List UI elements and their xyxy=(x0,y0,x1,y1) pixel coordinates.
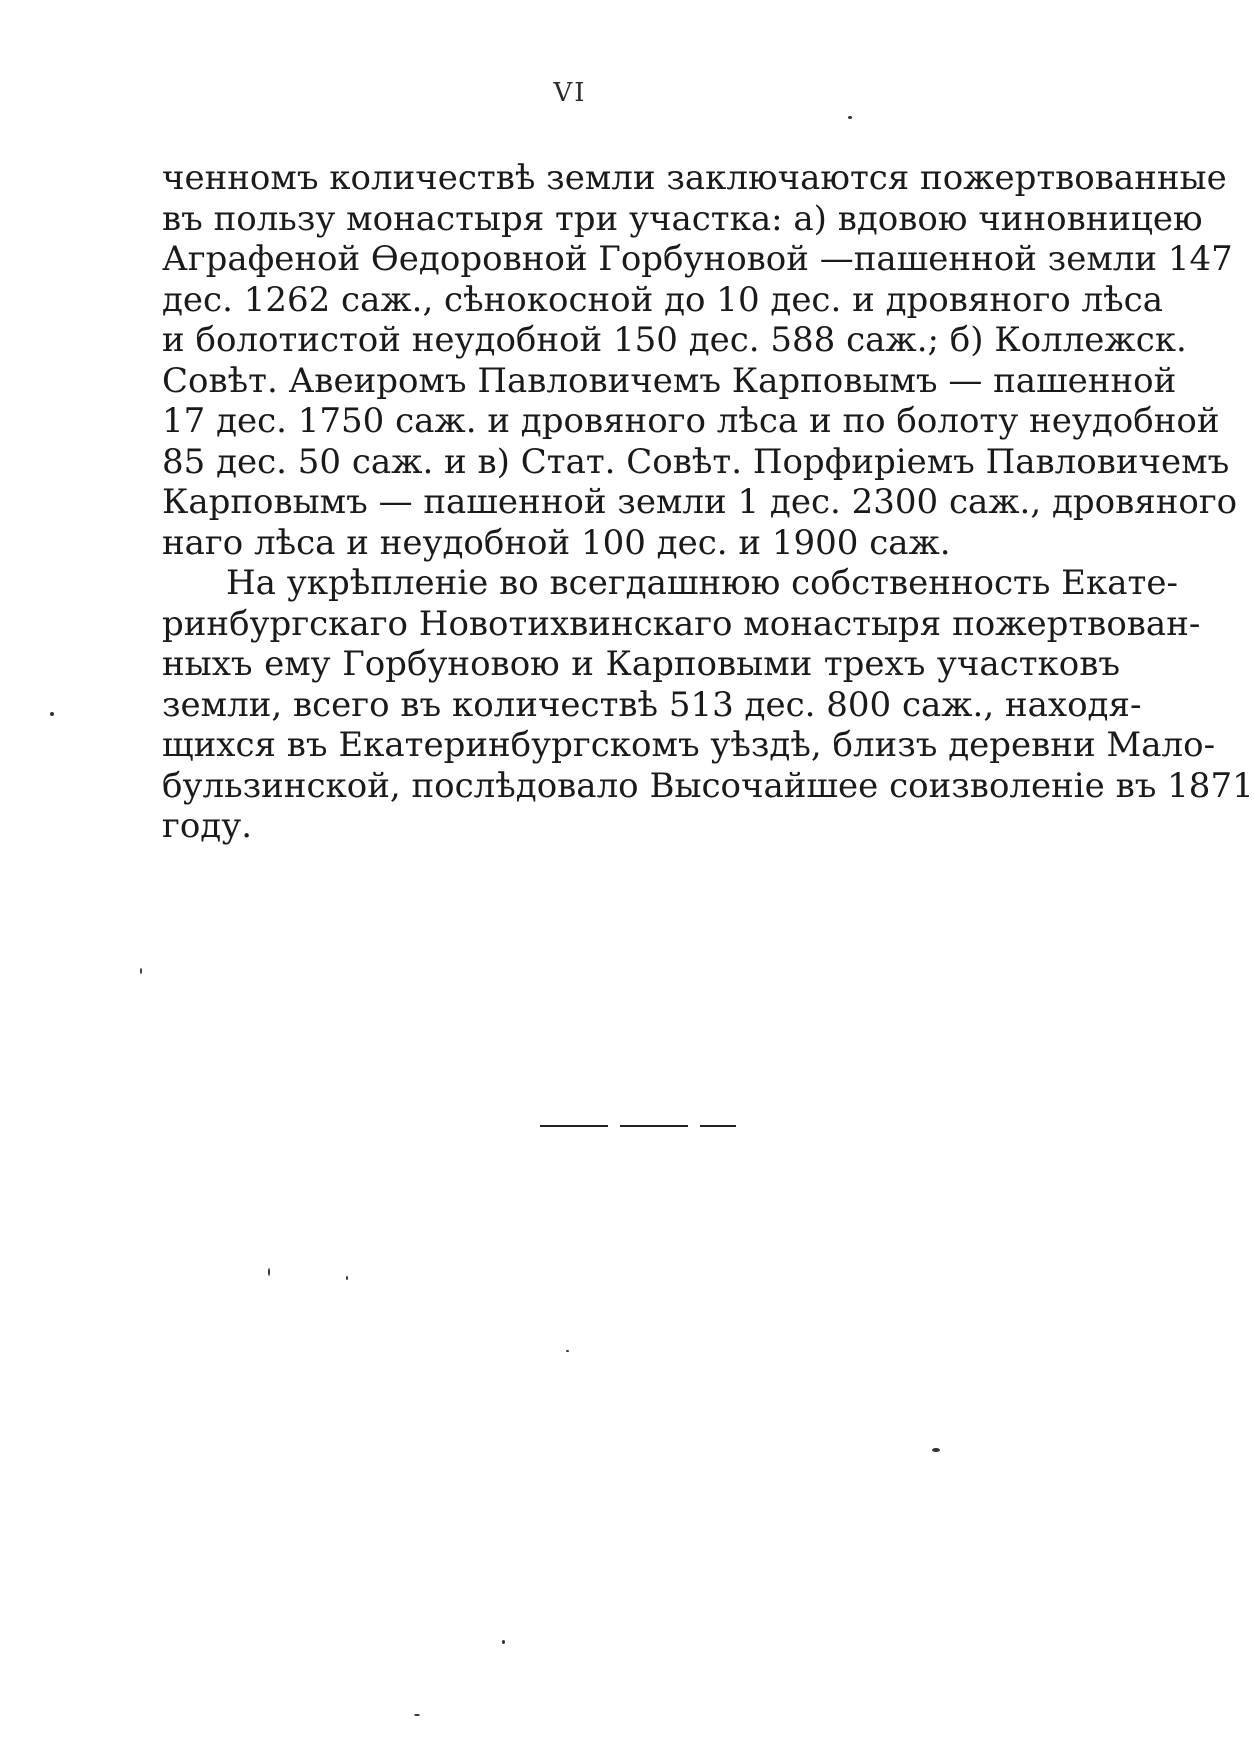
text-line: Аграфеной Өедоровной Горбуновой —пашенной земли 147 xyxy=(162,239,1233,279)
text-line: наго лѣса и неудобной 100 дес. и 1900 саж. xyxy=(162,522,951,563)
text-line: ныхъ ему Горбуновою и Карповыми трехъ участковъ xyxy=(162,644,1120,684)
body-text xyxy=(162,158,1254,847)
text-line: земли, всего въ количествѣ 513 дес. 800 саж., находя- xyxy=(162,684,1142,725)
scan-speck xyxy=(268,1268,270,1276)
scan-speck xyxy=(566,1350,569,1352)
text-line: Карповымъ — пашенной земли 1 дес. 2300 саж., дровяного xyxy=(162,482,1238,522)
text-line: 17 дес. 1750 саж. и дровяного лѣса и по болоту неудобной xyxy=(162,401,1220,441)
paragraph-2 xyxy=(162,563,1254,847)
text-line: въ пользу монастыря три участка: а) вдовою чиновницею xyxy=(162,198,1203,239)
text-line: ченномъ количествѣ земли заключаются пожертвованные xyxy=(162,158,1227,198)
text-line: дес. 1262 саж., сѣнокосной до 10 дес. и дровяного лѣса xyxy=(162,279,1163,320)
page-number: VI xyxy=(553,78,587,108)
text-line: ринбургскаго Новотихвинскаго монастыря пожертвован- xyxy=(162,603,1201,644)
text-line: щихся въ Екатеринбургскомъ уѣздѣ, близъ деревни Мало- xyxy=(162,725,1216,765)
scan-speck xyxy=(346,1276,348,1280)
text-line: 85 дес. 50 саж. и в) Стат. Совѣт. Порфиріемъ Павловичемъ xyxy=(162,441,1230,482)
scan-speck xyxy=(414,1714,420,1716)
text-line: На укрѣпленіе во всегдашнюю собственность Екате- xyxy=(226,563,1178,603)
scan-speck xyxy=(502,1640,505,1644)
scan-speck xyxy=(140,968,142,974)
text-line: году. xyxy=(162,806,253,846)
end-rule-segment-3 xyxy=(700,1125,736,1127)
scan-speck xyxy=(932,1448,940,1452)
end-rule-segment-1 xyxy=(540,1125,608,1127)
paragraph-1 xyxy=(162,158,1238,563)
scan-speck xyxy=(50,712,54,716)
text-line: бульзинской, послѣдовало Высочайшее соизволеніе въ 1871 xyxy=(162,765,1254,806)
scan-speck xyxy=(848,116,852,119)
text-line: и болотистой неудобной 150 дес. 588 саж.; б) Коллежск. xyxy=(162,320,1187,360)
text-line: Совѣт. Авеиромъ Павловичемъ Карповымъ — пашенной xyxy=(162,360,1177,401)
end-rule-segment-2 xyxy=(620,1125,688,1127)
